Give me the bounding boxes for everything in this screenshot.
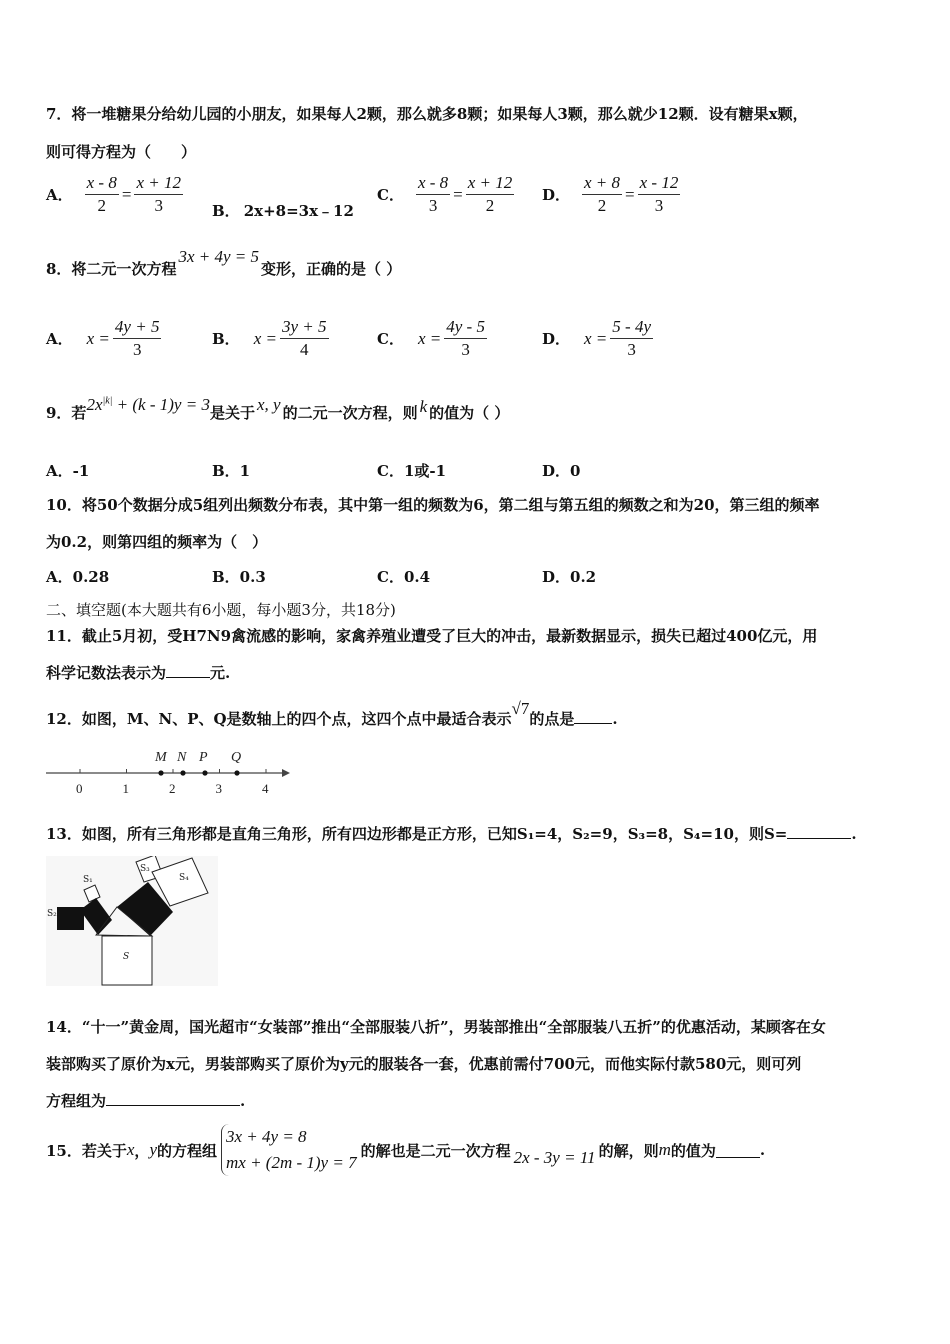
q10-option-c[interactable]: C．0.4	[377, 568, 431, 586]
q15-stem: 15．若关于 x ， y 的方程组 3x + 4y = 8 mx + (2m - 1)y = 7 的解也是二元一次方程 2x - 3y = 11 的解，则 m 的值为 .	[46, 1124, 765, 1176]
tick-label: 0	[76, 781, 83, 796]
answer-blank[interactable]	[106, 1091, 240, 1106]
q7-line2: 则可得方程为（ ）	[46, 143, 197, 161]
point-group	[154, 750, 241, 776]
q12-stem: 12．如图，M、N、P、Q是数轴上的四个点，这四个点中最适合表示√7的点是 .	[46, 699, 618, 728]
fraction: $\frac{x - 8}{2}$	[86, 173, 117, 215]
fraction: $\frac{x - 12}{3}$	[639, 173, 679, 215]
point-p	[202, 770, 207, 775]
tick-label: 2	[169, 781, 176, 796]
point-m	[158, 770, 163, 775]
point-label-q: Q	[231, 750, 242, 765]
q9-stem: 9．若$2x^{|k|} + (k - 1)y = 3$是关于 x, y 的二元一次方程，则 k 的值为（ ）	[46, 395, 510, 422]
q9-option-b[interactable]: B．1	[212, 462, 251, 480]
fraction: $\frac{4y - 5}{3}$	[446, 317, 485, 359]
q9-option-c[interactable]: C．1或-1	[377, 462, 447, 480]
tick-label: 1	[122, 781, 129, 796]
point-label-p: P	[199, 750, 208, 765]
fraction: $\frac{x + 8}{2}$	[584, 173, 621, 215]
point-n	[180, 770, 185, 775]
q10-line2: 为0.2，则第四组的频率为（ ）	[46, 533, 268, 551]
q8-option-c[interactable]: C． x = $\frac{4y - 5}{3}$	[377, 317, 485, 359]
q10-option-a[interactable]: A．0.28	[46, 568, 110, 586]
q7-option-d[interactable]: D． $\frac{x + 8}{2}$ = $\frac{x - 12}{3}$	[542, 173, 679, 215]
q10-line1: 10．将50个数据分成5组列出频数分布表，其中第一组的频数为6，第二组与第五组的频数之和为20，第三组的频率	[46, 496, 820, 514]
q7-line1: 7．将一堆糖果分给幼儿园的小朋友，如果每人2颗，那么就多8颗；如果每人3颗，那么就少12颗．设有糖果x颗，	[46, 105, 808, 123]
q11-line1: 11．截止5月初，受H7N9禽流感的影响，家禽养殖业遭受了巨大的冲击，最新数据显示，损失已超过400亿元，用	[46, 627, 818, 645]
section-heading: 二、填空题(本大题共有6小题，每小题3分，共18分)	[46, 601, 396, 619]
q8-option-d[interactable]: D． x = $\frac{5 - 4y}{3}$	[542, 317, 652, 359]
point-label-m: M	[155, 750, 167, 765]
square-s2	[57, 907, 84, 930]
q9-option-a[interactable]: A．-1	[46, 462, 90, 480]
point-q	[234, 770, 239, 775]
q8-option-b[interactable]: B． x = $\frac{3y + 5}{4}$	[212, 317, 327, 359]
answer-blank[interactable]	[787, 824, 851, 839]
q7-option-b[interactable]: B． 2x+8=3x﹣12	[212, 202, 354, 220]
fraction: $\frac{x + 12}{3}$	[136, 173, 181, 215]
equation-system: 3x + 4y = 8 mx + (2m - 1)y = 7	[221, 1124, 357, 1176]
tick-label: 3	[215, 781, 222, 796]
fraction: $\frac{4y + 5}{3}$	[114, 317, 160, 359]
q13-stem: 13．如图，所有三角形都是直角三角形，所有四边形都是正方形，已知S₁=4，S₂=9，S₃=8，S₄=10，则S= .	[46, 825, 857, 843]
fraction: $\frac{3y + 5}{4}$	[281, 317, 327, 359]
q8-stem: 8．将二元一次方程3x + 4y = 5变形，正确的是（ ）	[46, 247, 402, 278]
label-s3: S₃	[140, 864, 150, 874]
answer-blank[interactable]	[716, 1143, 760, 1158]
q11-line2: 科学记数法表示为 元.	[46, 664, 231, 682]
q7-option-c[interactable]: C． $\frac{x - 8}{3}$ = $\frac{x + 12}{2}$	[377, 173, 513, 215]
tick-label: 4	[262, 781, 269, 796]
answer-blank[interactable]	[166, 663, 210, 678]
label-s: S	[123, 952, 130, 962]
fraction: $\frac{x + 12}{2}$	[467, 173, 513, 215]
label-s1: S₁	[83, 875, 93, 885]
label-s2: S₂	[47, 909, 57, 919]
fraction: $\frac{5 - 4y}{3}$	[612, 317, 652, 359]
squares-figure	[46, 856, 218, 986]
q8-option-a[interactable]: A． x = $\frac{4y + 5}{3}$	[46, 317, 160, 359]
q14-line1: 14．“十一”黄金周，国光超市“女装部”推出“全部服装八折”，男装部推出“全部服装八五折”的优惠活动，某顾客在女	[46, 1018, 826, 1036]
arrow-icon	[282, 769, 290, 777]
q9-option-d[interactable]: D．0	[542, 462, 581, 480]
q14-line2: 装部购买了原价为x元，男装部购买了原价为y元的服装各一套，优惠前需付700元，而他实际付款580元，则可列	[46, 1055, 802, 1073]
fraction: $\frac{x - 8}{3}$	[417, 173, 449, 215]
number-line-figure	[42, 744, 292, 800]
q7-option-a[interactable]: A． $\frac{x - 8}{2}$ = $\frac{x + 12}{3}$	[46, 173, 181, 215]
q10-option-b[interactable]: B．0.3	[212, 568, 266, 586]
q14-line3: 方程组为 .	[46, 1092, 246, 1110]
q10-option-d[interactable]: D．0.2	[542, 568, 597, 586]
answer-blank[interactable]	[574, 709, 612, 724]
point-label-n: N	[177, 750, 187, 765]
label-s4: S₄	[179, 873, 189, 883]
